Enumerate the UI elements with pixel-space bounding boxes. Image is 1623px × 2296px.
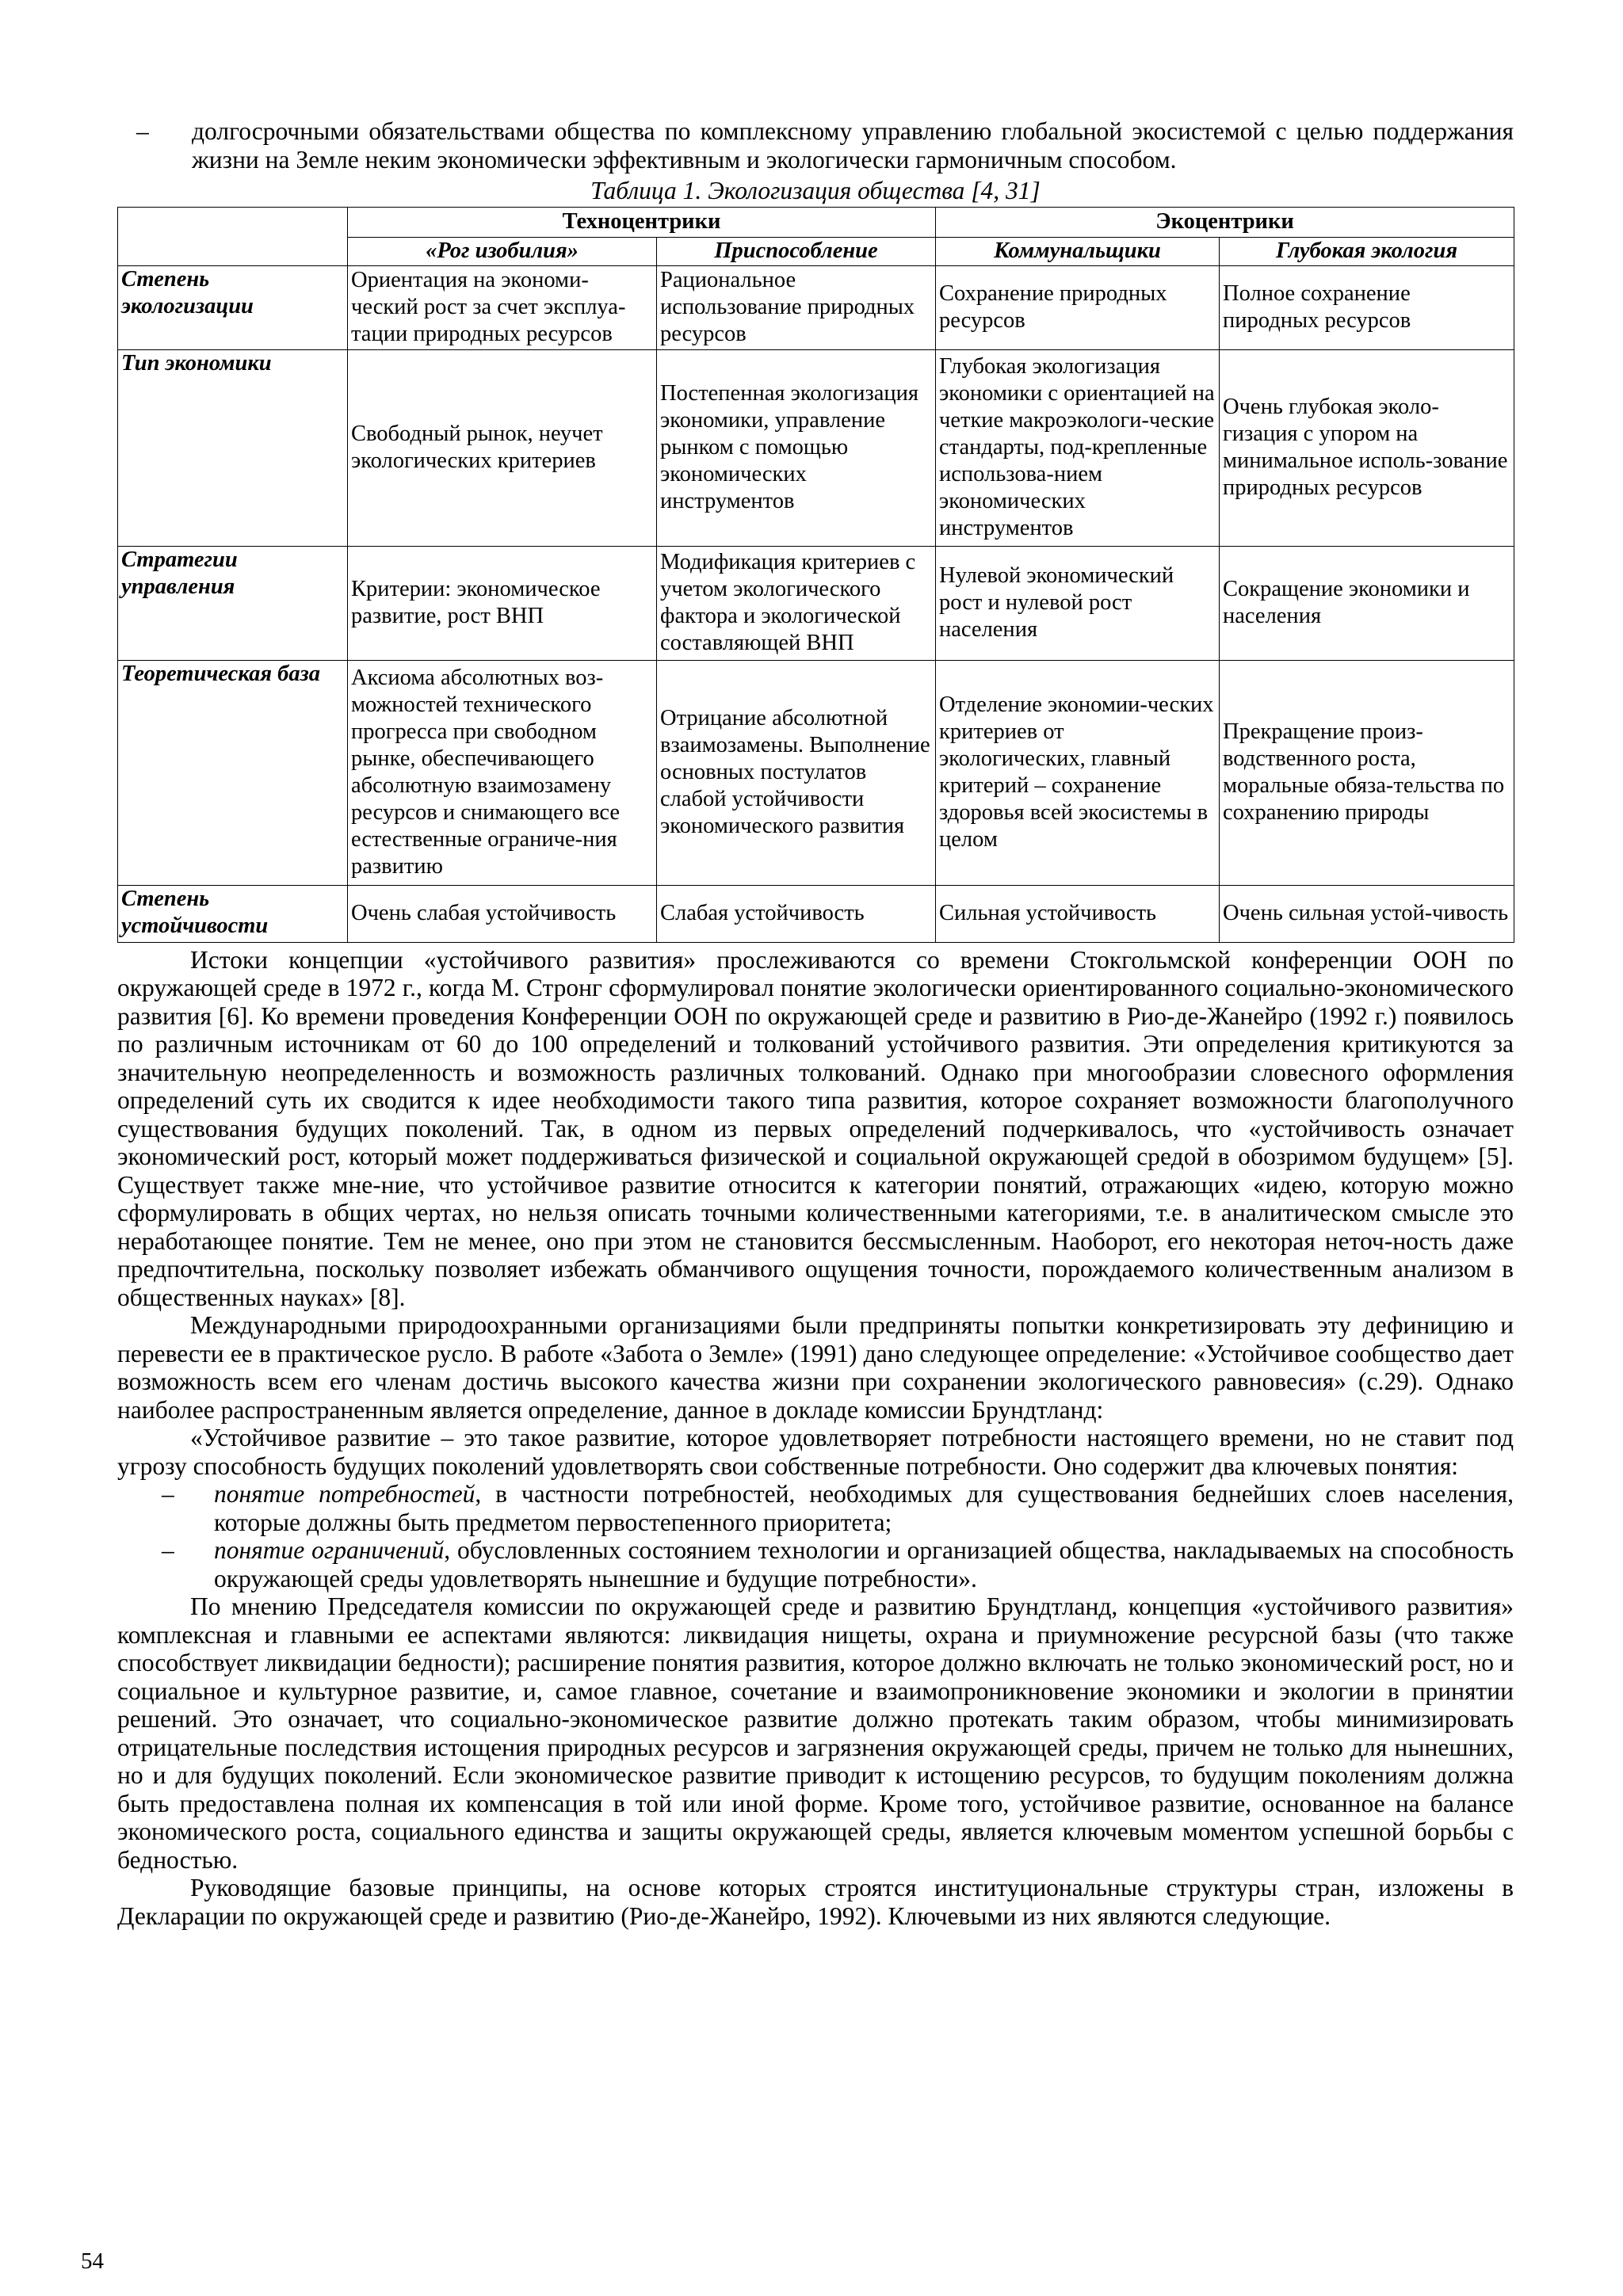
- table-cell: Очень сильная устой-чивость: [1220, 885, 1514, 942]
- ecologization-table: [117, 207, 1514, 943]
- list-item: [117, 1480, 1514, 1536]
- table-row: [118, 885, 1514, 942]
- table-cell: Прекращение произ-водственного роста, моральные обяза-тельства по сохранению природы: [1220, 660, 1514, 885]
- table-row: [118, 546, 1514, 660]
- term-description: , в частности потребностей, необходимых для существования беднейших слоев населения, которые должны быть предметом первостепенного приоритета;: [214, 1480, 1514, 1536]
- table-cell: Сохранение природных ресурсов: [936, 265, 1220, 349]
- list-item: [117, 117, 1514, 174]
- dash-marker: –: [162, 1536, 174, 1564]
- table-row: [118, 660, 1514, 885]
- column-header: Глубокая экология: [1220, 237, 1514, 265]
- column-header: Коммунальщики: [936, 237, 1220, 265]
- row-header: Стратегии управления: [118, 546, 348, 660]
- table-cell: Слабая устойчивость: [657, 885, 936, 942]
- table-cell: Ориентация на экономи-ческий рост за счет эксплуа-тации природных ресурсов: [348, 265, 657, 349]
- table-cell: Свободный рынок, неучет экологических критериев: [348, 349, 657, 546]
- paragraph: Руководящие базовые принципы, на основе которых строятся институциональные структуры стран, изложены в Декларации по окружающей среде и развитию (Рио-де-Жанейро, 1992). Ключевыми из них являются следующие.: [117, 1874, 1514, 1930]
- term: понятие ограничений: [214, 1536, 445, 1564]
- table-cell: Полное сохранение пиродных ресурсов: [1220, 265, 1514, 349]
- table-cell: Глубокая экологизация экономики с ориентацией на четкие макроэкологи-ческие стандарты, под-крепленные использова-нием экономических инструментов: [936, 349, 1220, 546]
- term-description: , обусловленных состоянием технологии и организацией общества, накладываемых на способность окружающей среды удовлетворять нынешние и будущие потребности».: [214, 1536, 1514, 1592]
- term: понятие потребностей: [214, 1480, 475, 1508]
- dash-marker: –: [162, 1480, 174, 1508]
- list-item-text: долгосрочными обязательствами общества по комплексному управлению глобальной экосистемой с целью поддержания жизни на Земле неким экономически эффективным и экологически гармоничным способом.: [192, 117, 1514, 174]
- table-cell: Рациональное использование природных ресурсов: [657, 265, 936, 349]
- table-corner-cell: [118, 207, 348, 265]
- table-cell: Сильная устойчивость: [936, 885, 1220, 942]
- row-header: Теоретическая база: [118, 660, 348, 885]
- table-cell: Постепенная экологизация экономики, управление рынком с помощью экономических инструментов: [657, 349, 936, 546]
- row-header: Степень экологизации: [118, 265, 348, 349]
- page-content: [117, 117, 1514, 1930]
- paragraph: Международными природоохранными организациями были предприняты попытки конкретизировать эту дефиницию и перевести ее в практическое русло. В работе «Забота о Земле» (1991) дано следующее определение: «Устойчивое сообщество дает возможность всем его членам достичь высокого качества жизни при сохранении экологического равновесия» (с.29). Однако наиболее распространенным является определение, данное в докладе комиссии Брундтланд:: [117, 1311, 1514, 1424]
- table-row: [118, 265, 1514, 349]
- page-number: 54: [81, 2248, 104, 2274]
- table-cell: Сокращение экономики и населения: [1220, 546, 1514, 660]
- table-cell: Критерии: экономическое развитие, рост ВНП: [348, 546, 657, 660]
- dash-marker: –: [136, 117, 149, 145]
- quote-paragraph: «Устойчивое развитие – это такое развитие, которое удовлетворяет потребности настоящего времени, но не ставит под угрозу способность будущих поколений удовлетворять свои собственные потребности. Оно содержит два ключевых понятия:: [117, 1424, 1514, 1480]
- table-cell: Отделение экономии-ческих критериев от экологических, главный критерий – сохранение здоровья всей экосистемы в целом: [936, 660, 1220, 885]
- paragraph: Истоки концепции «устойчивого развития» прослеживаются со времени Стокгольмской конференции ООН по окружающей среде в 1972 г., когда М. Стронг сформулировал понятие экологически ориентированного социально-экономического развития [6]. Ко времени проведения Конференции ООН по окружающей среде и развитию в Рио-де-Жанейро (1992 г.) появилось по различным источникам от 60 до 100 определений и толкований устойчивого развития. Эти определения критикуются за значительную неопределенность и возможность различных толкований. Однако при многообразии словесного оформления определений суть их сводится к идее необходимости такого типа развития, которое сохраняет возможности благополучного существования будущих поколений. Так, в одном из первых определений подчеркивалось, что «устойчивость означает экономический рост, который может поддерживаться физической и социальной окружающей средой в обозримом будущем» [5]. Существует также мне-ние, что устойчивое развитие относится к категории понятий, отражающих «идею, которую можно сформулировать в общих чертах, но нельзя описать точными количественными категориями, т.е. в аналитическом смысле это неработающее понятие. Тем не менее, оно при этом не становится бессмысленным. Наоборот, его некоторая неточ-ность даже предпочтительна, поскольку позволяет избежать обманчивого ощущения точности, порождаемого количественным анализом в общественных науках» [8].: [117, 945, 1514, 1311]
- row-header: Тип экономики: [118, 349, 348, 546]
- table-cell: Очень слабая устойчивость: [348, 885, 657, 942]
- table-cell: Модификация критериев с учетом экологического фактора и экологической составляющей ВНП: [657, 546, 936, 660]
- column-header: Приспособление: [657, 237, 936, 265]
- column-header: «Рог изобилия»: [348, 237, 657, 265]
- table-cell: Аксиома абсолютных воз-можностей технического прогресса при свободном рынке, обеспечивающего абсолютную взаимозамену ресурсов и снимающего все естественные ограниче-ния развитию: [348, 660, 657, 885]
- table-cell: Очень глубокая эколо-гизация с упором на минимальное исполь-зование природных ресурсов: [1220, 349, 1514, 546]
- group-header-ecocentrists: Экоцентрики: [936, 207, 1514, 237]
- list-item: [117, 1536, 1514, 1592]
- paragraph: По мнению Председателя комиссии по окружающей среде и развитию Брундтланд, концепция «устойчивого развития» комплексная и главными ее аспектами являются: ликвидация нищеты, охрана и приумножение ресурсной базы (что также способствует ликвидации бедности); расширение понятия развития, которое должно включать не только экономический рост, но и социальное и культурное развитие, и, самое главное, сочетание и взаимопроникновение экономики и экологии в принятии решений. Это означает, что социально-экономическое развитие должно протекать таким образом, чтобы минимизировать отрицательные последствия истощения природных ресурсов и загрязнения окружающей среды, причем не только для нынешних, но и для будущих поколений. Если экономическое развитие приводит к истощению ресурсов, то будущим поколениям должна быть предоставлена полная их компенсация в той или иной форме. Кроме того, устойчивое развитие, основанное на балансе экономического роста, социального единства и защиты окружающей среды, является ключевым моментом успешной борьбы с бедностью.: [117, 1592, 1514, 1874]
- table-group-header-row: [118, 207, 1514, 237]
- group-header-technocentrists: Техноцентрики: [348, 207, 936, 237]
- table-cell: Нулевой экономический рост и нулевой рост населения: [936, 546, 1220, 660]
- table-cell: Отрицание абсолютной взаимозамены. Выполнение основных постулатов слабой устойчивости экономического развития: [657, 660, 936, 885]
- table-row: [118, 349, 1514, 546]
- row-header: Степень устойчивости: [118, 885, 348, 942]
- table-caption: Таблица 1. Экологизация общества [4, 31]: [590, 177, 1041, 204]
